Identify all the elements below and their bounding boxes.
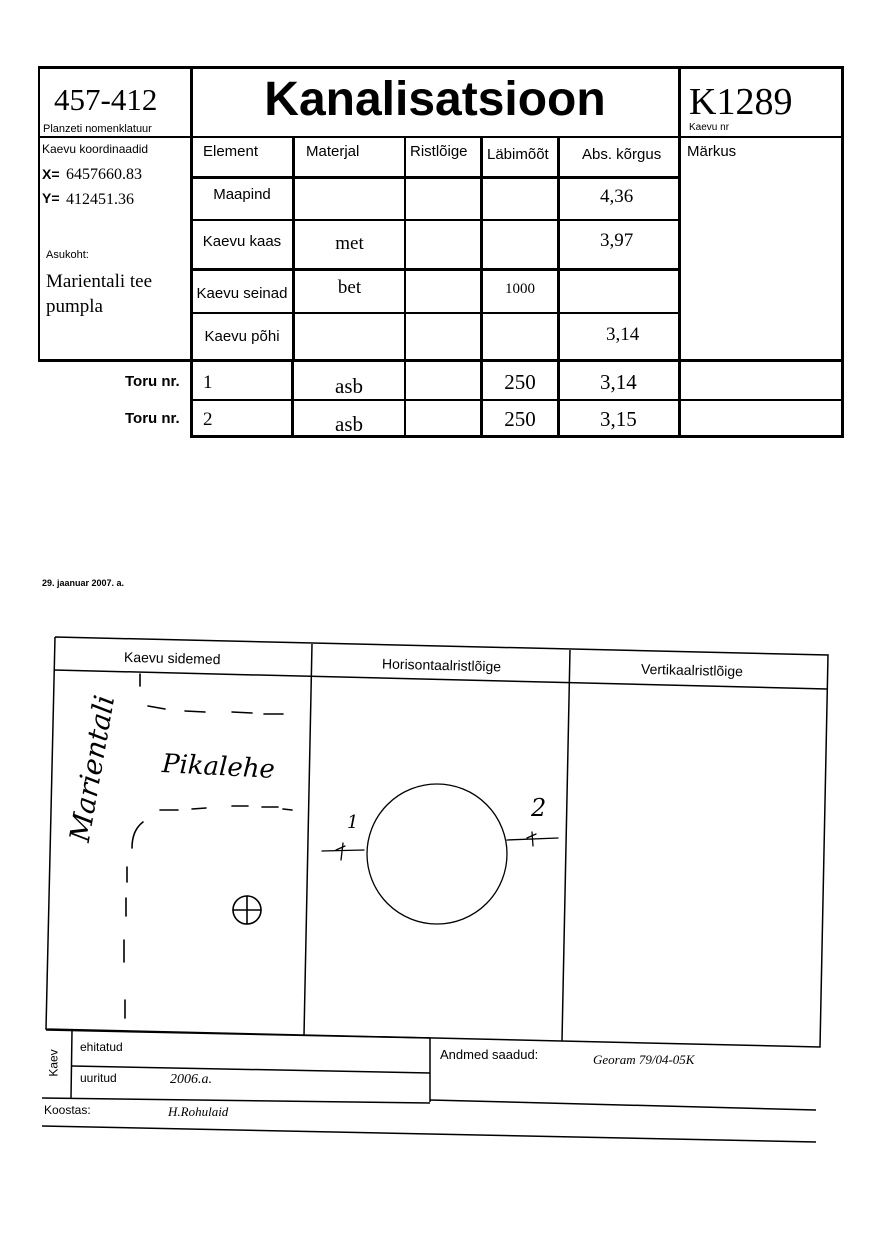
street-label-horizontal: Pikalehe bbox=[161, 749, 276, 785]
pipe-label: Toru nr. bbox=[125, 373, 180, 390]
y-value: 412451.36 bbox=[66, 191, 134, 208]
well-caption: Kaevu nr bbox=[689, 122, 730, 133]
well-cross-section bbox=[367, 784, 507, 924]
pipe-number: 2 bbox=[203, 409, 213, 430]
location-line1: Marientali tee bbox=[46, 271, 153, 292]
row-element: Maapind bbox=[213, 186, 271, 203]
footer-kaev-divider bbox=[71, 1031, 72, 1098]
pipe-material: asb bbox=[335, 412, 363, 436]
street-edge-corner bbox=[132, 822, 143, 848]
street-edge-left bbox=[124, 867, 127, 1018]
col-cross-section-header: Ristlõige bbox=[410, 143, 468, 160]
pipe-abs-height: 3,14 bbox=[600, 370, 637, 394]
sheet-number: 457-412 bbox=[54, 82, 158, 117]
footer-data-source-label: Andmed saadud: bbox=[440, 1047, 539, 1062]
col-diameter-header: Läbimõõt bbox=[487, 146, 549, 163]
row-abs-height: 3,14 bbox=[606, 324, 640, 345]
well-number: K1289 bbox=[689, 81, 793, 123]
x-label: X= bbox=[42, 166, 60, 182]
street-label-vertical: Marientali bbox=[62, 692, 122, 845]
footer-rule-bottom bbox=[42, 1126, 816, 1142]
pipe-label: Toru nr. bbox=[125, 410, 180, 427]
row-element: Kaevu põhi bbox=[204, 328, 280, 345]
frame-divider-1 bbox=[304, 644, 312, 1035]
row-abs-height: 4,36 bbox=[600, 186, 634, 207]
pipe-1-label: 1 bbox=[347, 812, 359, 833]
col1-title: Kaevu sidemed bbox=[123, 648, 221, 668]
footer-compiled-value: H.Rohulaid bbox=[168, 1104, 229, 1119]
col2-title: Horisontaalristlõige bbox=[381, 655, 502, 675]
row-abs-height: 3,97 bbox=[600, 230, 634, 251]
pipe-diameter: 250 bbox=[504, 370, 536, 394]
pipe-2-label: 2 bbox=[531, 794, 547, 822]
street-edge-middle bbox=[160, 806, 292, 810]
pipe-1-stub bbox=[322, 843, 364, 860]
location-line2: pumpla bbox=[46, 296, 103, 317]
frame-border bbox=[46, 637, 828, 1047]
footer-surveyed-label: uuritud bbox=[80, 1071, 117, 1085]
street-edge-top bbox=[148, 706, 283, 714]
page-title: Kanalisatsioon bbox=[264, 73, 606, 126]
frame-divider-2 bbox=[562, 650, 570, 1041]
footer-rule-mid bbox=[72, 1066, 430, 1073]
col-abs-height-header: Abs. kõrgus bbox=[582, 146, 662, 163]
col3-title: Vertikaalristlõige bbox=[640, 660, 744, 680]
footer-rule-top bbox=[46, 1030, 430, 1038]
location-caption: Asukoht: bbox=[46, 249, 89, 261]
footer-built-label: ehitatud bbox=[80, 1040, 123, 1054]
footer-data-source-value: Georam 79/04-05K bbox=[593, 1052, 695, 1067]
x-value: 6457660.83 bbox=[66, 166, 142, 183]
pipe-2-stub bbox=[507, 832, 558, 846]
footer-kaev-label: Kaev bbox=[46, 1049, 61, 1077]
footer-surveyed-value: 2006.a. bbox=[170, 1072, 212, 1087]
row-material: met bbox=[335, 233, 364, 254]
pipe-material: asb bbox=[335, 374, 363, 398]
document-date: 29. jaanuar 2007. a. bbox=[42, 578, 125, 588]
footer-compiled-label: Koostas: bbox=[44, 1103, 91, 1117]
col-notes-header: Märkus bbox=[687, 143, 737, 160]
col-element-header: Element bbox=[203, 143, 259, 160]
sheet-caption: Planzeti nomenklatuur bbox=[43, 123, 152, 135]
pipe-abs-height: 3,15 bbox=[600, 407, 637, 431]
row-element: Kaevu kaas bbox=[202, 233, 282, 250]
footer-rule-right bbox=[430, 1100, 816, 1110]
row-material: bet bbox=[337, 277, 362, 298]
y-label: Y= bbox=[42, 190, 60, 206]
row-element: Kaevu seinad bbox=[196, 285, 288, 302]
row-diameter: 1000 bbox=[505, 281, 535, 297]
pipe-number: 1 bbox=[203, 372, 213, 393]
coords-caption: Kaevu koordinaadid bbox=[42, 142, 149, 156]
pipe-diameter: 250 bbox=[504, 407, 536, 431]
col-material-header: Materjal bbox=[306, 143, 360, 160]
footer-rule-lower bbox=[42, 1098, 430, 1103]
